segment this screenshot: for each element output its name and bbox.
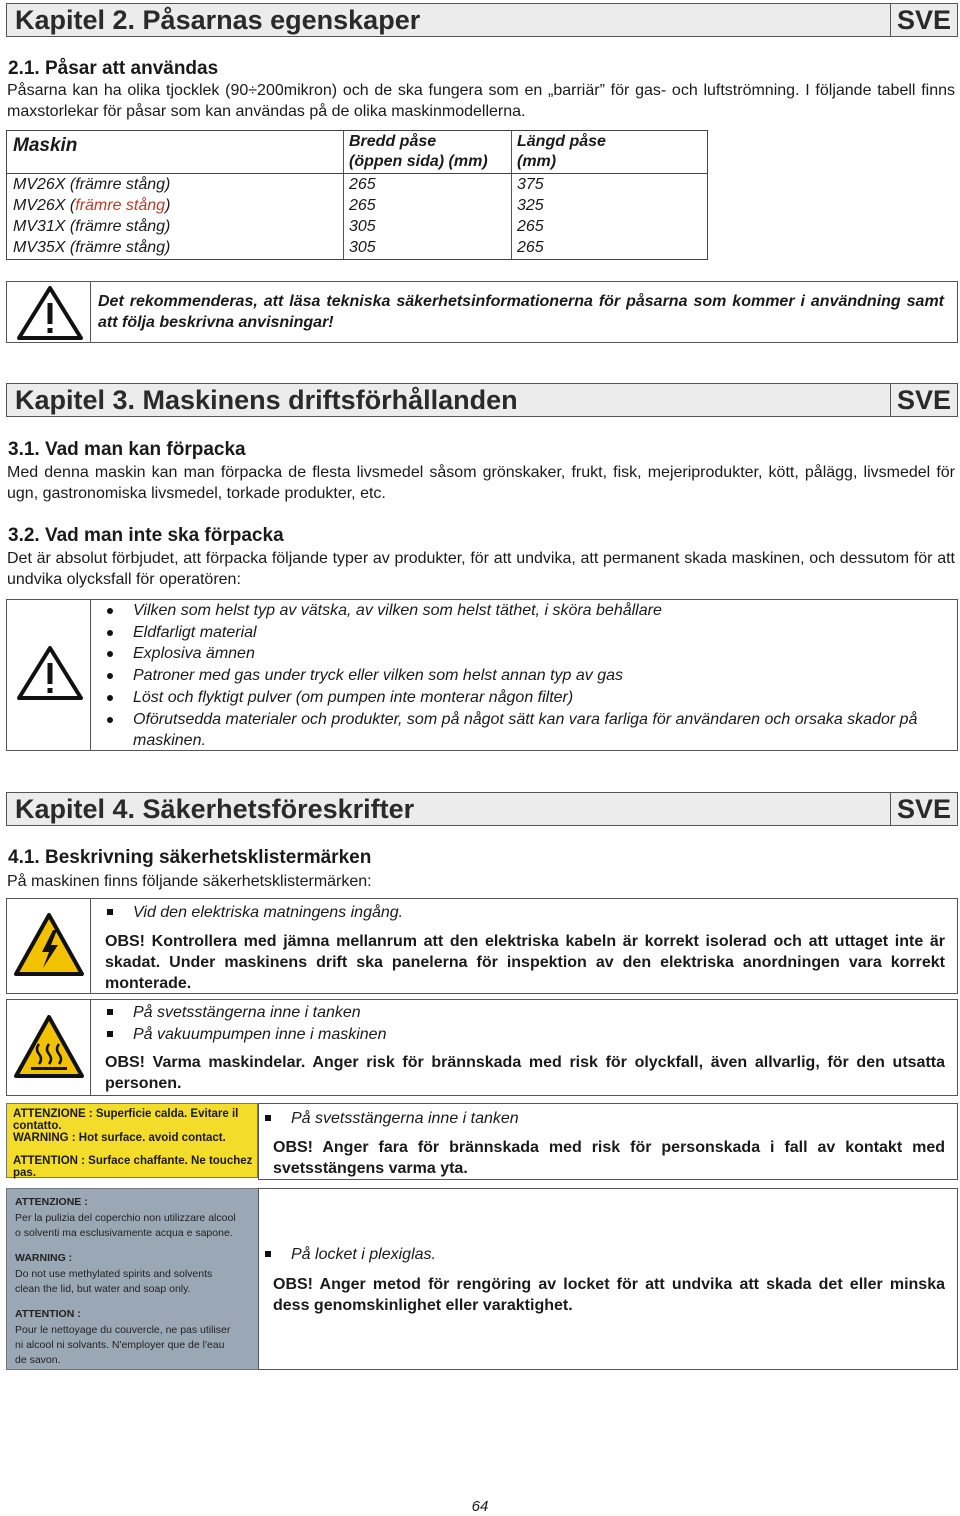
list-item: Patroner med gas under tryck eller vilken som helst annan typ av gas <box>101 665 951 687</box>
obs-note: OBS! Varma maskindelar. Anger risk för brännskada med risk för olyckfall, även allvarlig, för den utsatta personen. <box>105 1054 945 1092</box>
warning-triangle-icon <box>16 645 84 701</box>
table-cell-length: 265 <box>517 218 544 235</box>
list-item: Oförutsedda materialer och produkter, som på något sätt kan vara farliga för användaren och orsaka skador på maskinen. <box>101 709 951 752</box>
language-tag: SVE <box>890 3 957 37</box>
chapter-header <box>6 792 958 826</box>
chapter-title: Kapitel 4. Säkerhetsföreskrifter <box>15 794 415 824</box>
list-item: Explosiva ämnen <box>101 643 951 665</box>
section-body: Påsarna kan ha olika tjocklek (90÷200mikron) och de ska fungera som en „barriär” för gas- och luftströmning. I följande tabell finns maxstorlekar för påsar som kan användas på de olika maskinmodellerna. <box>7 82 955 120</box>
list-item: Eldfarligt material <box>101 622 951 644</box>
prohibited-list <box>101 600 951 752</box>
list-item: På vakuumpumpen inne i maskinen <box>101 1024 951 1046</box>
sticker-location-list <box>101 902 951 924</box>
column-header-machine: Maskin <box>13 135 78 156</box>
language-tag: SVE <box>890 383 957 417</box>
obs-note: OBS! Anger fara för brännskada med risk för personskada i fall av kontakt med svetsstängens varma yta. <box>273 1139 945 1177</box>
section-heading: 3.2. Vad man inte ska förpacka <box>8 525 284 546</box>
list-item: På svetsstängerna inne i tanken <box>259 1108 939 1130</box>
chapter-header <box>6 383 958 417</box>
column-header-length-unit: (mm) <box>517 153 557 170</box>
warning-triangle-icon <box>16 285 84 341</box>
sticker-location-list <box>101 1002 951 1045</box>
lid-cleaning-sticker-box <box>258 1188 958 1370</box>
table-cell-width: 265 <box>349 197 376 214</box>
obs-note: OBS! Anger metod för rengöring av locket för att undvika att skada det eller minska dess genomskinlighet eller varaktighet. <box>273 1276 945 1314</box>
bag-size-table <box>6 130 708 260</box>
table-cell-machine: MV31X (främre stång) <box>13 218 171 235</box>
table-cell-machine: MV26X (främre stång) <box>13 197 171 214</box>
warning-text: Det rekommenderas, att läsa tekniska säkerhetsinformationerna för påsarna som kommer i användning samt att följa beskrivna anvisningar! <box>98 293 944 331</box>
table-cell-machine: MV35X (främre stång) <box>13 239 171 256</box>
column-header-width: Bredd påse <box>349 133 437 150</box>
table-cell-length: 265 <box>517 239 544 256</box>
section-heading: 3.1. Vad man kan förpacka <box>8 439 246 460</box>
obs-note: OBS! Kontrollera med jämna mellanrum att den elektriska kabeln är korrekt isolerad och att uttaget inte är skadat. Under maskinens drift ska panelerna för inspektion av den elektriska anordningen vara korrekt monterade. <box>105 933 945 992</box>
section-body: Det är absolut förbjudet, att förpacka följande typer av produkter, för att undvika, att permanent skada maskinen, och dessutom för att undvika olycksfall för operatören: <box>7 550 955 588</box>
chapter-title: Kapitel 3. Maskinens driftsförhållanden <box>15 385 518 415</box>
list-item: På svetsstängerna inne i tanken <box>101 1002 951 1024</box>
list-item: Vid den elektriska matningens ingång. <box>101 902 951 924</box>
hot-surface-icon <box>13 1014 85 1080</box>
chapter-header <box>6 3 958 37</box>
section-body: På maskinen finns följande säkerhetsklistermärken: <box>7 873 372 890</box>
sticker-location-list <box>259 1108 939 1130</box>
language-tag: SVE <box>890 792 957 826</box>
section-body: Med denna maskin kan man förpacka de flesta livsmedel såsom grönskaker, frukt, fisk, mejeriprodukter, kött, pålägg, livsmedel för ugn, gastronomiska livsmedel, torkade produkter, etc. <box>7 464 955 502</box>
column-header-length: Längd påse <box>517 133 606 150</box>
table-cell-width: 305 <box>349 218 376 235</box>
lid-cleaning-label-image: ATTENZIONE : Per la pulizia del coperchio non utilizzare alcool o solventi ma esclusivamente acqua e sapone. WARNING : Do not use methylated spirits and solvents clean the lid, but water and soap only. ATTENTION : Pour le nettoyage du couvercle, ne pas utiliser ni alcool ni solvants. N'employer que de l'eau de savon. <box>6 1188 260 1370</box>
table-cell-machine: MV26X (främre stång) <box>13 176 171 193</box>
section-heading: 4.1. Beskrivning säkerhetsklistermärken <box>8 847 372 868</box>
list-item: Vilken som helst typ av vätska, av vilken som helst täthet, i sköra behållare <box>101 600 951 622</box>
hot-surface-sticker-box <box>258 1103 958 1180</box>
heat-sticker-box <box>6 999 958 1096</box>
prohibited-products-box <box>6 599 958 751</box>
table-cell-length: 375 <box>517 176 544 193</box>
column-header-width-unit: (öppen sida) (mm) <box>349 153 488 170</box>
page-number: 64 <box>471 1498 489 1515</box>
electric-hazard-icon <box>13 912 85 978</box>
table-cell-width: 305 <box>349 239 376 256</box>
section-heading: 2.1. Påsar att användas <box>8 58 219 79</box>
warning-box <box>6 281 958 343</box>
hot-surface-label-image: ATTENZIONE : Superficie calda. Evitare il contatto. WARNING : Hot surface. avoid contact. ATTENTION : Surface chaffante. Ne touchez pas. <box>6 1103 258 1178</box>
sticker-location-list <box>259 1244 939 1266</box>
electrical-sticker-box <box>6 898 958 994</box>
chapter-title: Kapitel 2. Påsarnas egenskaper <box>15 5 421 35</box>
table-cell-length: 325 <box>517 197 544 214</box>
table-cell-width: 265 <box>349 176 376 193</box>
list-item: Löst och flyktigt pulver (om pumpen inte monterar någon filter) <box>101 687 951 709</box>
list-item: På locket i plexiglas. <box>259 1244 939 1266</box>
